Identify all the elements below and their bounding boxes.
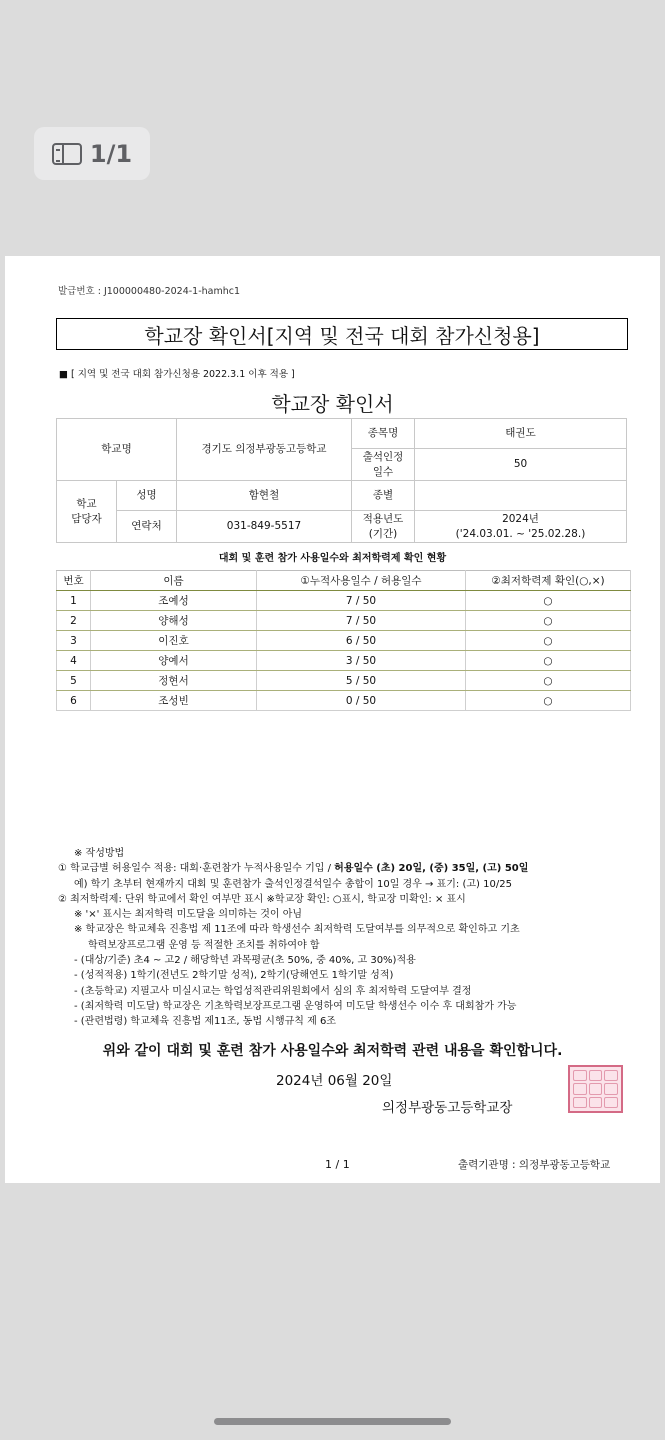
application-note: ■ [ 지역 및 전국 대회 참가신청용 2022.3.1 이후 적용 ]	[59, 369, 295, 380]
contact-value: 031-849-5517	[177, 511, 352, 543]
page-indicator-badge[interactable]	[34, 127, 150, 180]
name-label: 성명	[117, 481, 177, 511]
table-row: 4 양예서 3 / 50 ○	[57, 651, 631, 671]
page-number: 1 / 1	[325, 1158, 350, 1171]
issue-date: 2024년 06월 20일	[276, 1073, 393, 1089]
class-value	[415, 481, 627, 511]
contact-label: 연락처	[117, 511, 177, 543]
table-row: 3 이진호 6 / 50 ○	[57, 631, 631, 651]
home-indicator[interactable]	[214, 1418, 451, 1425]
sub-title: 학교장 확인서	[271, 392, 394, 416]
sidebar-toggle-icon	[52, 143, 82, 165]
writing-instructions: ※ 작성방법 ① 학교급별 허용일수 적용: 대회·훈련참가 누적사용일수 기입 / 허용일수 (초) 20일, (중) 35일, (고) 50일 예) 학기 초부터 현재까지 대회 및 훈련참가 출석인정결석일수 총합이 10일 경우 → 표기: (고) 10/25 ② 최저학력제: 단위 학교에서 확인 여부만 표시 ※학교장 확인: ○표시, 학교장 미확인: × 표시 ※ '×' 표시는 최저학력 미도달을 의미하는 것이 아님 ※ 학교장은 학교체육 진흥법 제 11조에 따라 학생선수 최저학력 도달여부를 의무적으로 확인하고 기초 학력보장프로그램 운영 등 적절한 조치를 취하여야 함 - (대상/기준) 초4 ~ 고2 / 해당학년 과목평균(초 50%, 중 40%, 고 30%)적용 - (성적적용) 1학기(전년도 2학기말 성적), 2학기(당해연도 1학기말 성적) - (초등학교) 지필고사 미실시교는 학업성적관리위원회에서 심의 후 최저학력 도달여부 결정 - (최저학력 미도달) 학교장은 기초학력보장프로그램 운영하여 미도달 학생선수 이수 후 대회참가 가능 - (관련법령) 학교체육 진흥법 제11조, 동법 시행규칙 제 6조	[58, 848, 529, 1028]
name-value: 함현철	[177, 481, 352, 511]
school-info-table	[56, 418, 627, 543]
sport-label: 종목명	[352, 419, 415, 449]
table-row: 5 정현서 5 / 50 ○	[57, 671, 631, 691]
main-title: 학교장 확인서[지역 및 전국 대회 참가신청용]	[56, 318, 628, 350]
applied-year-label: 적용년도 (기간)	[352, 511, 415, 543]
table-row: 6 조성빈 0 / 50 ○	[57, 691, 631, 711]
status-table	[56, 570, 631, 711]
manager-label: 학교 담당자	[57, 481, 117, 543]
col-header-no: 번호	[57, 571, 91, 591]
col-header-days: ①누적사용일수 / 허용일수	[257, 571, 466, 591]
table-row: 2 양해성 7 / 50 ○	[57, 611, 631, 631]
output-organization: 출력기관명 : 의정부광동고등학교	[458, 1159, 611, 1171]
col-header-check: ②최저학력제 확인(○,×)	[466, 571, 631, 591]
attendance-days-label: 출석인정 일수	[352, 449, 415, 481]
applied-year-value: 2024년 ('24.03.01. ~ '25.02.28.)	[415, 511, 627, 543]
section-title: 대회 및 훈련 참가 사용일수와 최저학력제 확인 현황	[218, 553, 447, 564]
document-page	[5, 256, 660, 1183]
attendance-days-value: 50	[415, 449, 627, 481]
principal-signature: 의정부광동고등학교장	[382, 1100, 513, 1116]
school-name-label: 학교명	[57, 419, 177, 481]
class-label: 종별	[352, 481, 415, 511]
sport-value: 태권도	[415, 419, 627, 449]
table-row: 1 조예성 7 / 50 ○	[57, 591, 631, 611]
col-header-name: 이름	[91, 571, 257, 591]
issue-number: 발급번호 : J100000480-2024-1-hamhc1	[58, 286, 241, 297]
school-name-value: 경기도 의정부광동고등학교	[177, 419, 352, 481]
confirmation-text: 위와 같이 대회 및 훈련 참가 사용일수와 최저학력 관련 내용을 확인합니다.	[102, 1043, 563, 1059]
school-seal	[568, 1065, 623, 1113]
page-indicator-text: 1/1	[89, 139, 133, 168]
